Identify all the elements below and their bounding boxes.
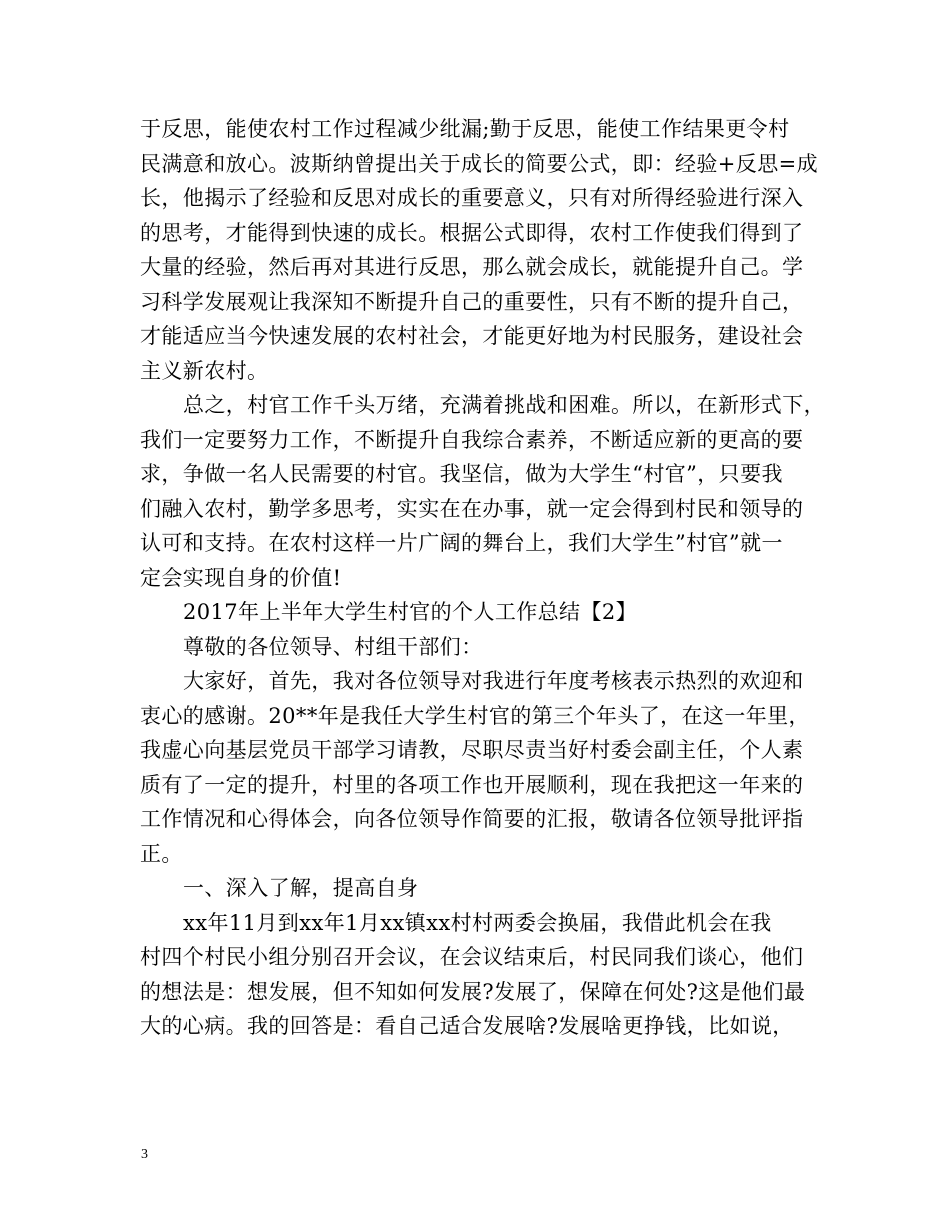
text-line: 定会实现自身的价值! — [140, 565, 342, 590]
text-line: 于反思，能使农村工作过程减少纰漏;勤于反思，能使工作结果更令村 — [140, 117, 790, 141]
text-line: 大家好，首先，我对各位领导对我进行年度考核表示热烈的欢迎和 — [183, 669, 804, 693]
text-line: 质有了一定的提升，村里的各项工作也开展顺利，现在我把这一年来的 — [140, 772, 804, 797]
text-line: 工作情况和心得体会，向各位领导作简要的汇报，敬请各位领导批评指 — [140, 807, 804, 831]
text-line: 长，他揭示了经验和反思对成长的重要意义，只有对所得经验进行深入 — [140, 186, 804, 210]
text-line: 我们一定要努力工作，不断提升自我综合素养，不断适应新的更高的要 — [140, 427, 804, 452]
text-line: 习科学发展观让我深知不断提升自己的重要性，只有不断的提升自己， — [140, 289, 804, 314]
text-line: 才能适应当今快速发展的农村社会，才能更好地为村民服务，建设社会 — [140, 324, 804, 348]
page-number: 3 — [141, 1147, 148, 1162]
text-line: 民满意和放心。波斯纳曾提出关于成长的简要公式，即：经验+反思=成 — [140, 151, 818, 176]
text-line: 村四个村民小组分别召开会议，在会议结束后，村民同我们谈心，他们 — [140, 945, 804, 969]
text-line: xx年11月到xx年1月xx镇xx村村两委会换届，我借此机会在我 — [183, 910, 772, 935]
text-line: 大的心病。我的回答是：看自己适合发展啥?发展啥更挣钱，比如说， — [140, 1014, 794, 1038]
text-line: 们融入农村，勤学多思考，实实在在办事，就一定会得到村民和领导的 — [140, 496, 804, 521]
text-line: 主义新农村。 — [140, 358, 269, 383]
text-line: 求，争做一名人民需要的村官。我坚信，做为大学生“村官”，只要我 — [140, 462, 783, 486]
body-text — [140, 112, 825, 1044]
text-line: 总之，村官工作千头万绪，充满着挑战和困难。所以，在新形式下， — [183, 393, 825, 417]
text-line: 2017年上半年大学生村官的个人工作总结【2】 — [183, 600, 638, 624]
text-line: 尊敬的各位领导、村组干部们： — [183, 634, 483, 659]
text-line: 衷心的感谢。20**年是我任大学生村官的第三个年头了，在这一年里， — [140, 703, 810, 728]
text-line: 的想法是：想发展，但不知如何发展?发展了，保障在何处?这是他们最 — [140, 979, 806, 1004]
text-line: 我虚心向基层党员干部学习请教，尽职尽责当好村委会副主任，个人素 — [140, 738, 804, 762]
text-line: 一、深入了解，提高自身 — [183, 876, 419, 900]
text-line: 的思考，才能得到快速的成长。根据公式即得，农村工作使我们得到了 — [140, 220, 804, 245]
text-line: 正。 — [140, 841, 183, 866]
text-line: 大量的经验，然后再对其进行反思，那么就会成长，就能提升自己。学 — [140, 255, 804, 279]
text-line: 认可和支持。在农村这样一片广阔的舞台上，我们大学生”村官”就一 — [140, 531, 783, 555]
